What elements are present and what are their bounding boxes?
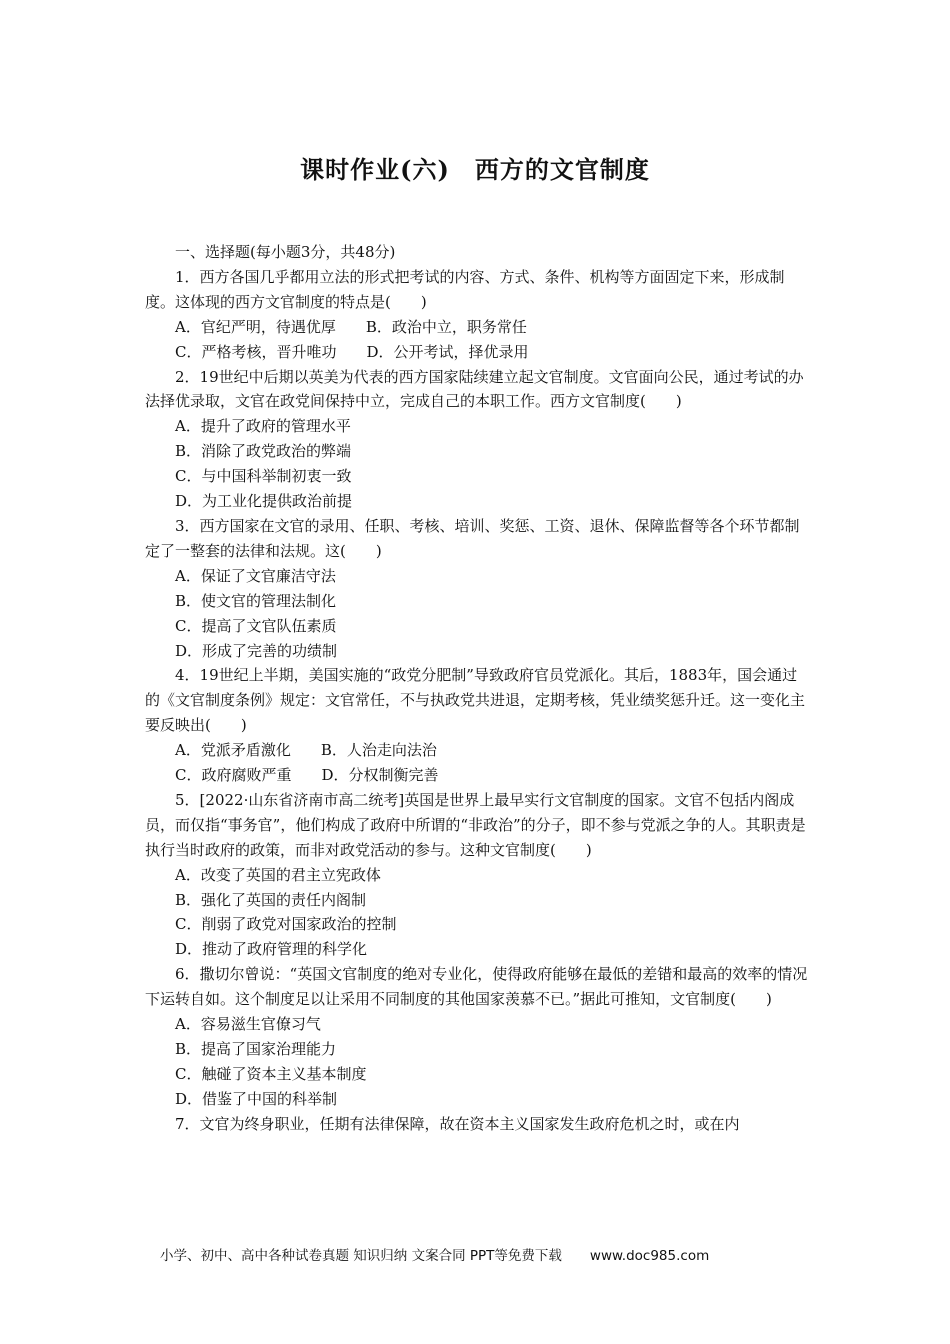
page-footer — [160, 1244, 840, 1264]
question-4-option-c: C．政府腐败严重 — [175, 766, 292, 785]
question-1-options-row-2 — [145, 340, 810, 365]
question-6-stem: 6．撒切尔曾说：“英国文官制度的绝对专业化，使得政府能够在最低的差错和最高的效率的情况下运转自如。这个制度足以让采用不同制度的其他国家羡慕不已。”据此可推知，文官制度( ) — [145, 965, 808, 1009]
question-1-options-row-1 — [145, 315, 810, 340]
question-4-options-row-1 — [145, 738, 810, 763]
question-5-option-c: C．削弱了政党对国家政治的控制 — [175, 915, 397, 934]
question-1-option-c: C．严格考核，晋升唯功 — [175, 342, 337, 361]
question-6-option-a: A．容易滋生官僚习气 — [175, 1015, 321, 1034]
question-1-option-b: B．政治中立，职务常任 — [365, 317, 527, 336]
page-title: 课时作业(六) 西方的文官制度 — [300, 155, 650, 184]
footer-site-link[interactable]: www.doc985.com — [589, 1248, 710, 1264]
question-3-stem: 3．西方国家在文官的录用、任职、考核、培训、奖惩、工资、退休、保障监督等各个环节都制定了一整套的法律和法规。这( ) — [145, 516, 800, 560]
question-3-option-a: A．保证了文官廉洁守法 — [175, 566, 336, 585]
question-2-stem: 2．19世纪中后期以英美为代表的西方国家陆续建立起文官制度。文官面向公民，通过考试的办法择优录取，文官在政党间保持中立，完成自己的本职工作。西方文官制度( ) — [145, 367, 804, 411]
question-2-option-c: C．与中国科举制初衷一致 — [175, 467, 352, 486]
question-3-option-c: C．提高了文官队伍素质 — [175, 616, 337, 635]
question-6-option-b: B．提高了国家治理能力 — [175, 1040, 337, 1058]
question-5-option-b: B．强化了英国的责任内阁制 — [175, 890, 367, 909]
question-6-option-c: C．触碰了资本主义基本制度 — [175, 1064, 367, 1083]
footer-text: 小学、初中、高中各种试卷真题 知识归纳 文案合同 PPT等免费下载 — [160, 1248, 562, 1264]
question-4-options-row-2 — [145, 763, 810, 788]
section-heading: 一、选择题(每小题3分，共48分) — [175, 243, 396, 261]
question-4-stem: 4．19世纪上半期，美国实施的“政党分肥制”导致政府官员党派化。其后，1883年，国会通过的《文官制度条例》规定：文官常任，不与执政党共进退，定期考核，凭业绩奖惩升迁。这一变化主要反映出( ) — [145, 666, 806, 735]
question-1-option-a: A．官纪严明，待遇优厚 — [175, 317, 336, 336]
question-3-option-d: D．形成了完善的功绩制 — [175, 641, 338, 660]
question-5-option-d: D．推动了政府管理的科学化 — [175, 940, 368, 959]
question-5-stem: 5．[2022·山东省济南市高二统考]英国是世界上最早实行文官制度的国家。文官不包括内阁成员，而仅指“事务官”，他们构成了政府中所谓的“非政治”的分子，即不参与党派之争的人。其职责是执行当时政府的政策，而非对政党活动的参与。这种文官制度( ) — [145, 790, 806, 859]
question-4-option-d: D．分权制衡完善 — [321, 766, 439, 785]
question-4-option-a: A．党派矛盾激化 — [175, 741, 291, 760]
question-2-option-d: D．为工业化提供政治前提 — [175, 492, 353, 511]
question-3-option-b: B．使文官的管理法制化 — [175, 591, 337, 610]
question-1-option-d: D．公开考试，择优录用 — [366, 342, 529, 361]
question-2-option-b: B．消除了政党政治的弊端 — [175, 442, 352, 461]
question-2-option-a: A．提升了政府的管理水平 — [175, 417, 351, 436]
question-5-option-a: A．改变了英国的君主立宪政体 — [175, 865, 381, 884]
question-4-option-b: B．人治走向法治 — [320, 741, 437, 760]
question-list — [145, 240, 810, 1137]
question-7-stem: 7．文官为终身职业，任期有法律保障，故在资本主义国家发生政府危机之时，或在内 — [175, 1114, 740, 1133]
question-6-option-d: D．借鉴了中国的科举制 — [175, 1089, 338, 1108]
question-1-stem: 1．西方各国几乎都用立法的形式把考试的内容、方式、条件、机构等方面固定下来，形成制度。这体现的西方文官制度的特点是( ) — [145, 267, 785, 311]
